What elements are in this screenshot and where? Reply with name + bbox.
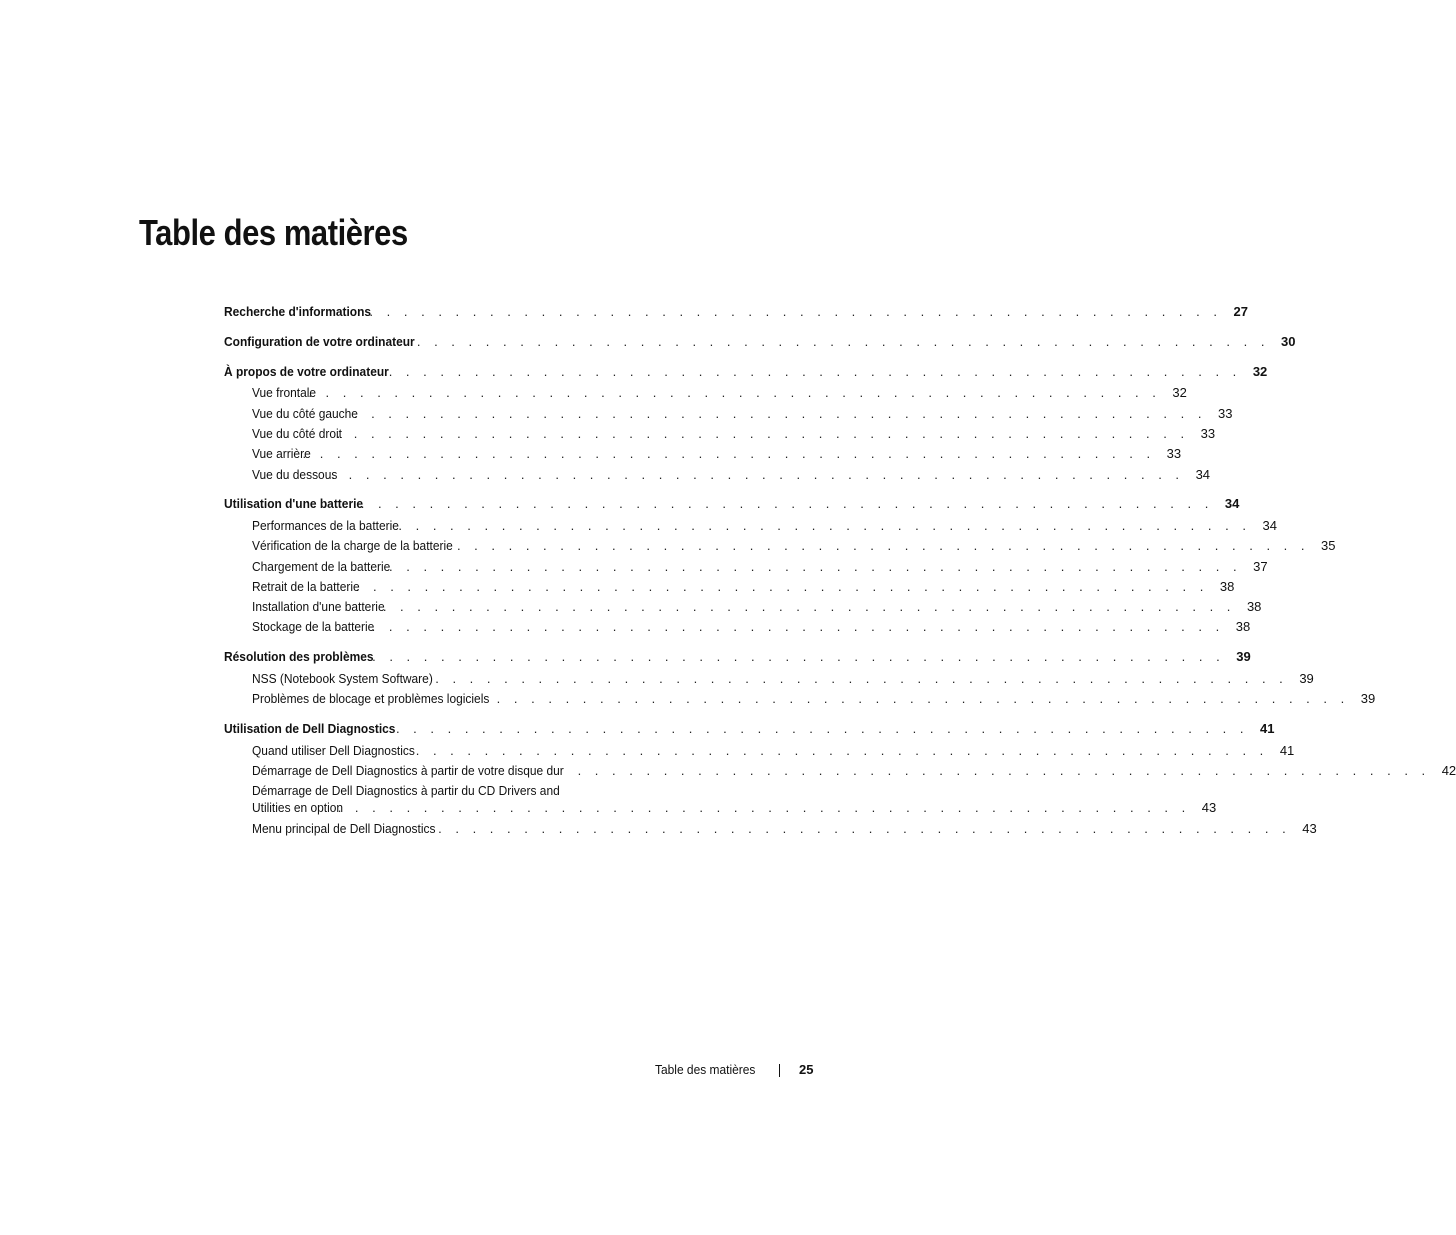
toc-entry-page: 34 — [1224, 496, 1240, 511]
toc-leader-dots: . . . . . . . . . . . . . . . . . . . . . . . . . . . . . . . . . . . . . . . . . . . . . . . . . . — [438, 821, 1291, 836]
toc-leader-dots: . . . . . . . . . . . . . . . . . . . . . . . . . . . . . . . . . . . . . . . . . . . . . . . . . . — [496, 691, 1350, 706]
toc-entry-label: À propos de votre ordinateur — [224, 364, 389, 379]
toc-subentry-label: Quand utiliser Dell Diagnostics — [252, 743, 415, 758]
toc-subentry[interactable] — [252, 617, 1251, 637]
toc-entry-label: Utilisation de Dell Diagnostics — [224, 721, 396, 736]
toc-leader-dots: . . . . . . . . . . . . . . . . . . . . . . . . . . . . . . . . . . . . . . . . . . . . . . . . . . — [382, 599, 1236, 614]
toc-subentry-page: 37 — [1253, 559, 1268, 574]
toc-subentry-label: Installation d'une batterie — [252, 599, 385, 614]
toc-subentry-page: 42 — [1441, 763, 1456, 778]
toc-leader-dots: . . . . . . . . . . . . . . . . . . . . . . . . . . . . . . . . . . . . . . . . . . . . . . . . . . — [388, 364, 1242, 379]
toc-leader-dots: . . . . . . . . . . . . . . . . . . . . . . . . . . . . . . . . . . . . . . . . . . . . . . . . . . — [577, 763, 1431, 778]
toc-leader-dots: . . . . . . . . . . . . . . . . . . . . . . . . . . . . . . . . . . . . . . . . . . . . . . . . . . — [398, 518, 1251, 533]
toc-subentry-page: 33 — [1166, 446, 1182, 461]
toc-subentry-label: Vue arrière — [252, 446, 311, 461]
toc-entry-page: 30 — [1280, 334, 1296, 349]
toc-subentry[interactable] — [252, 424, 1216, 444]
toc-subentry-page: 33 — [1217, 406, 1233, 421]
toc-subentry-label: Performances de la batterie — [252, 518, 399, 533]
toc-leader-dots: . . . . . . . . . . . . . . . . . . . . . . . . . . . . . . . . . . . . . . . . . . . . . . . . . . — [435, 671, 1288, 686]
toc-subentry[interactable] — [252, 536, 1336, 556]
toc-leader-dots: . . . . . . . . . . . . . . . . . . . . . . . . . . . . . . . . . . . . . . . . . . . . . . . . . . — [355, 579, 1209, 594]
toc-entry[interactable] — [224, 494, 1240, 514]
toc-entry[interactable] — [224, 332, 1296, 352]
toc-subentry-label-line1[interactable]: Démarrage de Dell Diagnostics à partir du CD Drivers and — [252, 783, 560, 798]
toc-subentry-page: 43 — [1201, 800, 1217, 815]
toc-subentry-label: NSS (Notebook System Software) — [252, 671, 433, 686]
toc-leader-dots: . . . . . . . . . . . . . . . . . . . . . . . . . . . . . . . . . . . . . . . . . . . . . . . . . . — [337, 800, 1191, 815]
toc-subentry[interactable] — [252, 741, 1295, 761]
toc-leader-dots: . . . . . . . . . . . . . . . . . . . . . . . . . . . . . . . . . . . . . . . . . . . . . . . . . . — [360, 496, 1214, 511]
toc-entry[interactable] — [224, 362, 1268, 382]
toc-subentry-page: 33 — [1200, 426, 1216, 441]
toc-subentry-page: 32 — [1172, 385, 1187, 400]
toc-subentry-page: 41 — [1279, 743, 1295, 758]
toc-entry[interactable] — [224, 302, 1248, 322]
toc-subentry-label: Problèmes de blocage et problèmes logiciels — [252, 691, 490, 706]
toc-subentry-label: Vue du dessous — [252, 467, 338, 482]
toc-subentry[interactable] — [252, 819, 1317, 839]
toc-subentry-page: 38 — [1219, 579, 1235, 594]
toc-subentry-page: 43 — [1302, 821, 1317, 836]
toc-subentry-label: Stockage de la batterie — [252, 619, 375, 634]
toc-leader-dots: . . . . . . . . . . . . . . . . . . . . . . . . . . . . . . . . . . . . . . . . . . . . . . . . . . — [416, 334, 1270, 349]
toc-entry-label: Recherche d'informations — [224, 304, 372, 319]
toc-entry-page: 39 — [1236, 649, 1251, 664]
toc-subentry-page: 35 — [1321, 538, 1336, 553]
toc-subentry[interactable] — [252, 597, 1262, 617]
toc-leader-dots: . . . . . . . . . . . . . . . . . . . . . . . . . . . . . . . . . . . . . . . . . . . . . . . . . . — [308, 385, 1161, 400]
toc-leader-dots: . . . . . . . . . . . . . . . . . . . . . . . . . . . . . . . . . . . . . . . . . . . . . . . . . . — [456, 538, 1310, 553]
toc-leader-dots: . . . . . . . . . . . . . . . . . . . . . . . . . . . . . . . . . . . . . . . . . . . . . . . . . . — [371, 619, 1225, 634]
toc-subentry[interactable] — [252, 516, 1277, 536]
toc-subentry[interactable] — [252, 669, 1314, 689]
toc-subentry[interactable] — [252, 761, 1456, 781]
toc-subentry[interactable] — [252, 404, 1233, 424]
toc-entry-label: Configuration de votre ordinateur — [224, 334, 415, 349]
toc-subentry-label: Démarrage de Dell Diagnostics à partir de votre disque dur — [252, 763, 564, 778]
toc-entry-label: Résolution des problèmes — [224, 649, 374, 664]
toc-subentry-page: 39 — [1299, 671, 1314, 686]
toc-subentry-page: 34 — [1195, 467, 1211, 482]
toc-subentry-label: Chargement de la batterie — [252, 559, 391, 574]
toc-leader-dots: . . . . . . . . . . . . . . . . . . . . . . . . . . . . . . . . . . . . . . . . . . . . . . . . . . — [336, 426, 1190, 441]
toc-subentry-label: Menu principal de Dell Diagnostics — [252, 821, 436, 836]
toc-leader-dots: . . . . . . . . . . . . . . . . . . . . . . . . . . . . . . . . . . . . . . . . . . . . . . . . . . — [369, 304, 1222, 319]
toc-leader-dots: . . . . . . . . . . . . . . . . . . . . . . . . . . . . . . . . . . . . . . . . . . . . . . . . . . — [331, 467, 1185, 482]
toc-entry[interactable] — [224, 719, 1275, 739]
toc-leader-dots: . . . . . . . . . . . . . . . . . . . . . . . . . . . . . . . . . . . . . . . . . . . . . . . . . . — [395, 721, 1249, 736]
toc-subentry-label: Vérification de la charge de la batterie — [252, 538, 453, 553]
toc-subentry[interactable] — [252, 465, 1211, 485]
toc-subentry[interactable] — [252, 577, 1235, 597]
toc-entry[interactable] — [224, 647, 1251, 667]
toc-subentry-label: Utilities en option — [252, 800, 344, 815]
toc-subentry[interactable] — [252, 557, 1268, 577]
toc-subentry-label: Vue du côté droit — [252, 426, 342, 441]
footer-title: Table des matières — [655, 1062, 756, 1077]
page-title: Table des matières — [139, 212, 408, 253]
toc-subentry-page: 38 — [1235, 619, 1251, 634]
toc-leader-dots: . . . . . . . . . . . . . . . . . . . . . . . . . . . . . . . . . . . . . . . . . . . . . . . . . . — [302, 446, 1156, 461]
toc-subentry-page: 39 — [1360, 691, 1376, 706]
toc-subentry[interactable] — [252, 383, 1187, 403]
toc-subentry-page: 38 — [1246, 599, 1262, 614]
toc-entry-page: 27 — [1233, 304, 1248, 319]
toc-entry-label: Utilisation d'une batterie — [224, 496, 364, 511]
toc-entry-page: 41 — [1260, 721, 1275, 736]
toc-entry-page: 32 — [1252, 364, 1268, 379]
toc-subentry-label: Vue frontale — [252, 385, 317, 400]
toc-leader-dots: . . . . . . . . . . . . . . . . . . . . . . . . . . . . . . . . . . . . . . . . . . . . . . . . . . — [389, 559, 1242, 574]
toc-subentry[interactable] — [252, 689, 1376, 709]
toc-leader-dots: . . . . . . . . . . . . . . . . . . . . . . . . . . . . . . . . . . . . . . . . . . . . . . . . . . — [372, 649, 1225, 664]
toc-leader-dots: . . . . . . . . . . . . . . . . . . . . . . . . . . . . . . . . . . . . . . . . . . . . . . . . . . — [353, 406, 1207, 421]
toc-leader-dots: . . . . . . . . . . . . . . . . . . . . . . . . . . . . . . . . . . . . . . . . . . . . . . . . . . — [415, 743, 1269, 758]
toc-subentry-page: 34 — [1262, 518, 1277, 533]
toc-subentry[interactable] — [252, 798, 1217, 818]
footer-page-number: 25 — [799, 1062, 814, 1077]
toc-subentry-label: Vue du côté gauche — [252, 406, 358, 421]
toc-subentry-label: Retrait de la batterie — [252, 579, 360, 594]
footer-separator — [779, 1064, 780, 1077]
toc-subentry[interactable] — [252, 444, 1182, 464]
